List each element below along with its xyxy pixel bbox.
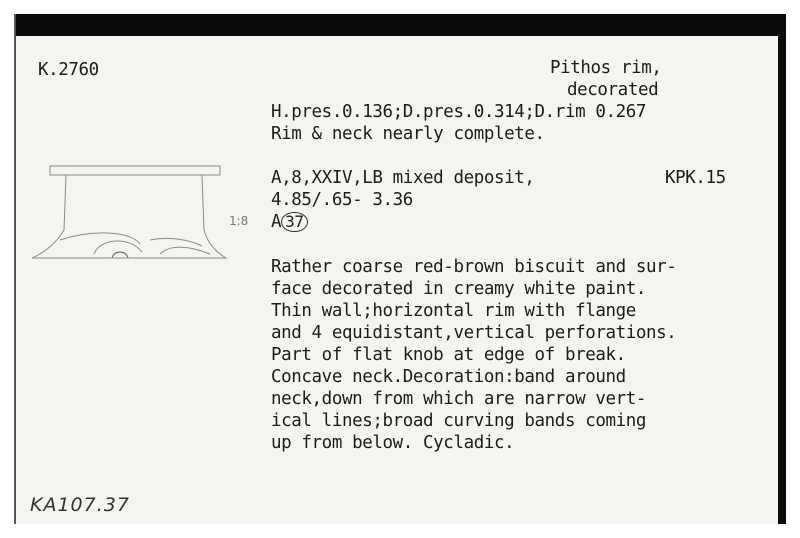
handwritten-label: KA107.37 <box>30 494 130 516</box>
description-line: neck,down from which are narrow vert- <box>271 389 647 409</box>
object-title-line-2: decorated <box>567 80 659 100</box>
a-number-circled: 37 <box>281 212 307 232</box>
sketch-neck-walls <box>64 175 204 230</box>
dimensions-line: H.pres.0.136;D.pres.0.314;D.rim 0.267 <box>271 102 647 122</box>
description-line: Concave neck.Decoration:band around <box>271 367 626 387</box>
description-line: Rather coarse red-brown biscuit and sur- <box>271 257 677 277</box>
condition-line: Rim & neck nearly complete. <box>271 124 545 144</box>
description-line: Part of flat knob at edge of break. <box>271 345 626 365</box>
description-line: and 4 equidistant,vertical perforations. <box>271 323 677 343</box>
sketch-rim-flange <box>50 166 220 175</box>
coordinates-line: 4.85/.65- 3.36 <box>271 190 413 210</box>
description-line: up from below. Cycladic. <box>271 433 515 453</box>
a-prefix: A <box>271 212 282 232</box>
a-reference <box>271 212 308 232</box>
catalog-number: K.2760 <box>38 60 99 80</box>
context-line: A,8,XXIV,LB mixed deposit, <box>271 168 535 188</box>
scan-border-top <box>14 14 786 36</box>
description-line: face decorated in creamy white paint. <box>271 279 647 299</box>
scan-border-right <box>778 14 786 524</box>
pithos-rim-sketch <box>30 160 230 270</box>
sketch-knob <box>112 252 128 258</box>
sketch-decoration-bands <box>60 233 210 254</box>
description-line: ical lines;broad curving bands coming <box>271 411 647 431</box>
scale-label: 1:8 <box>229 214 249 228</box>
object-title-line-1: Pithos rim, <box>550 58 662 78</box>
kpk-reference: KPK.15 <box>665 168 726 188</box>
description-text <box>271 256 676 454</box>
description-line: Thin wall;horizontal rim with flange <box>271 301 636 321</box>
catalog-card <box>16 36 778 524</box>
